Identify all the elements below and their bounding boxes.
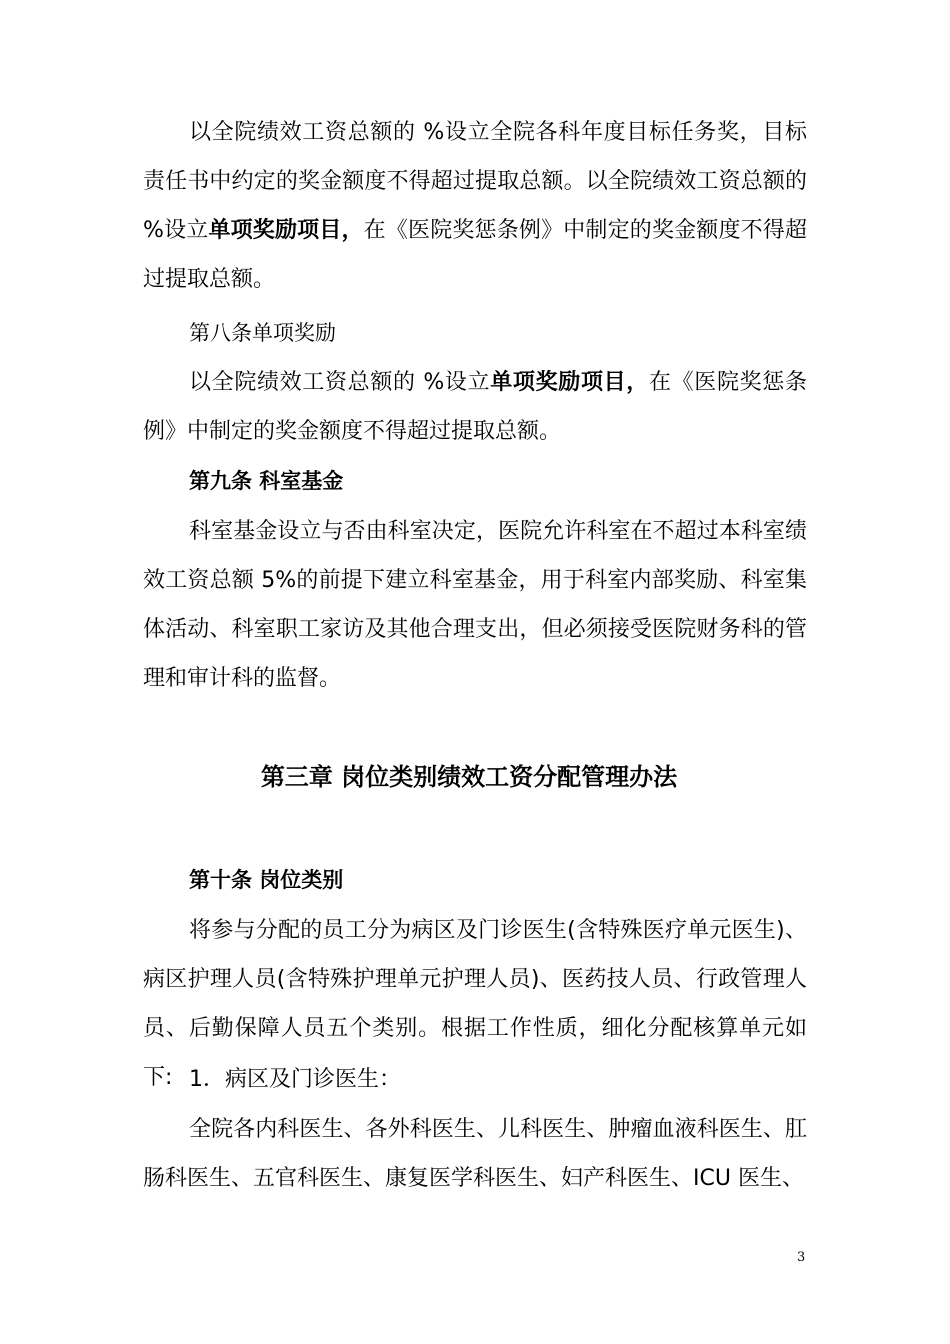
paragraph-single-item-award xyxy=(143,358,807,456)
chapter-3-title: 第三章 岗位类别绩效工资分配管理办法 xyxy=(260,763,678,791)
paragraph-1-text-b: 在《医院奖惩条例》中制定的奖金额度不得超过提取总额。 xyxy=(143,218,807,292)
item-1-heading: 1．病区及门诊医生： xyxy=(189,1067,401,1092)
paragraph-department-fund: 科室基金设立与否由科室决定，医院允许科室在不超过本科室绩效工资总额 5%的前提下建立科室基金，用于科室内部奖励、科室集体活动、科室职工家访及其他合理支出，但必须接受医院财务科的管理和审计科的监督。 xyxy=(143,519,807,691)
page-number: 3 xyxy=(797,1250,806,1265)
article-8-heading: 第八条单项奖励 xyxy=(189,321,336,345)
paragraph-2-text-b: 在《医院奖惩条例》中制定的奖金额度不得超过提取总额。 xyxy=(143,370,807,444)
paragraph-doctor-list: 全院各内科医生、各外科医生、儿科医生、肿瘤血液科医生、肛肠科医生、五官科医生、康复医学科医生、妇产科医生、ICU 医生、 xyxy=(143,1117,807,1191)
paragraph-2-text-a: 以全院绩效工资总额的 %设立 xyxy=(189,370,491,395)
paragraph-1-text-a: 以全院绩效工资总额的 %设立全院各科年度目标任务奖，目标责任书中约定的奖金额度不得超过提取总额。以全院绩效工资总额的 %设立 xyxy=(143,120,807,243)
paragraph-2-bold-term: 单项奖励项目， xyxy=(490,370,649,395)
article-10-heading: 第十条 岗位类别 xyxy=(189,868,344,892)
paragraph-1-bold-term: 单项奖励项目， xyxy=(208,218,364,243)
paragraph-annual-target-award xyxy=(143,108,807,304)
paragraph-post-categories: 将参与分配的员工分为病区及门诊医生(含特殊医疗单元医生)、病区护理人员(含特殊护理单元护理人员)、医药技人员、行政管理人员、后勤保障人员五个类别。根据工作性质，细化分配核算单元如下: xyxy=(143,918,807,1090)
article-9-heading: 第九条 科室基金 xyxy=(189,469,344,493)
